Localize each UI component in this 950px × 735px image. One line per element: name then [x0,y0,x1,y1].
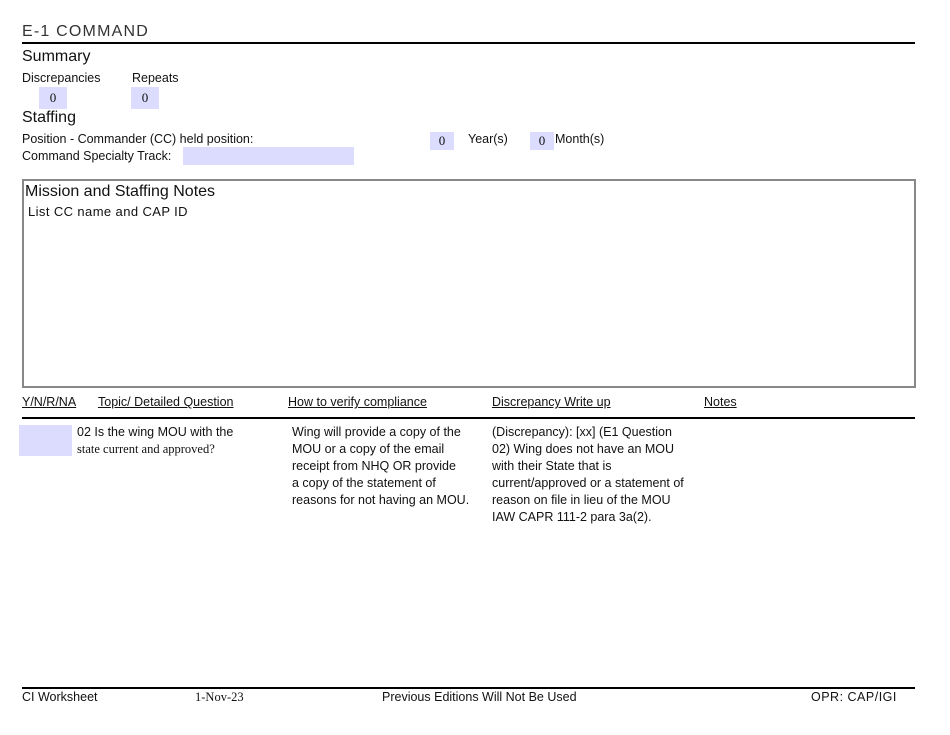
col-header-notes: Notes [704,395,737,409]
months-field[interactable]: 0 [530,132,554,150]
verify-line: reasons for not having an MOU. [292,493,470,507]
verify-line: MOU or a copy of the email [292,442,445,456]
question-line-1: 02 Is the wing MOU with the [77,425,234,439]
table-header-rule [22,417,915,419]
years-label: Year(s) [468,132,508,146]
question-cell [77,424,277,458]
repeats-label: Repeats [132,71,179,85]
notes-heading: Mission and Staffing Notes [25,183,216,200]
summary-heading: Summary [22,48,91,65]
section-title: E-1 COMMAND [22,23,149,40]
header-rule [22,42,915,44]
col-header-ynrna: Y/N/R/NA [22,395,77,409]
footer-rule [22,687,915,689]
discrepancy-line: 02) Wing does not have an MOU [492,442,675,456]
months-label: Month(s) [555,132,605,146]
verify-line: receipt from NHQ OR provide [292,459,456,473]
repeats-field[interactable]: 0 [131,87,159,109]
notes-cell[interactable] [704,424,904,484]
specialty-label: Command Specialty Track: [22,149,172,163]
notes-text[interactable]: List CC name and CAP ID [28,204,188,219]
question-line-2: state current and approved? [77,442,215,456]
years-field[interactable]: 0 [430,132,454,150]
verify-line: a copy of the statement of [292,476,436,490]
discrepancy-line: with their State that is [492,459,612,473]
verify-cell [292,424,487,509]
discrepancy-line: (Discrepancy): [xx] (E1 Question [492,425,672,439]
col-header-topic: Topic/ Detailed Question [98,395,234,409]
footer-date: 1-Nov-23 [195,690,244,704]
discrepancy-line: reason on file in lieu of the MOU [492,493,671,507]
discrepancies-label: Discrepancies [22,71,101,85]
footer-form-name: CI Worksheet [22,690,98,704]
specialty-field[interactable] [183,147,354,165]
col-header-verify: How to verify compliance [288,395,427,409]
answer-field[interactable] [19,425,72,456]
staffing-heading: Staffing [22,109,76,126]
mission-staffing-notes-box[interactable] [22,179,916,388]
position-label: Position - Commander (CC) held position: [22,132,254,146]
discrepancy-cell [492,424,697,526]
verify-line: Wing will provide a copy of the [292,425,461,439]
col-header-discrepancy: Discrepancy Write up [492,395,611,409]
discrepancies-field[interactable]: 0 [39,87,67,109]
discrepancy-line: current/approved or a statement of [492,476,684,490]
footer-opr: OPR: CAP/IGI [811,690,897,704]
discrepancy-line: IAW CAPR 111-2 para 3a(2). [492,510,652,524]
footer-notice: Previous Editions Will Not Be Used [382,690,577,704]
